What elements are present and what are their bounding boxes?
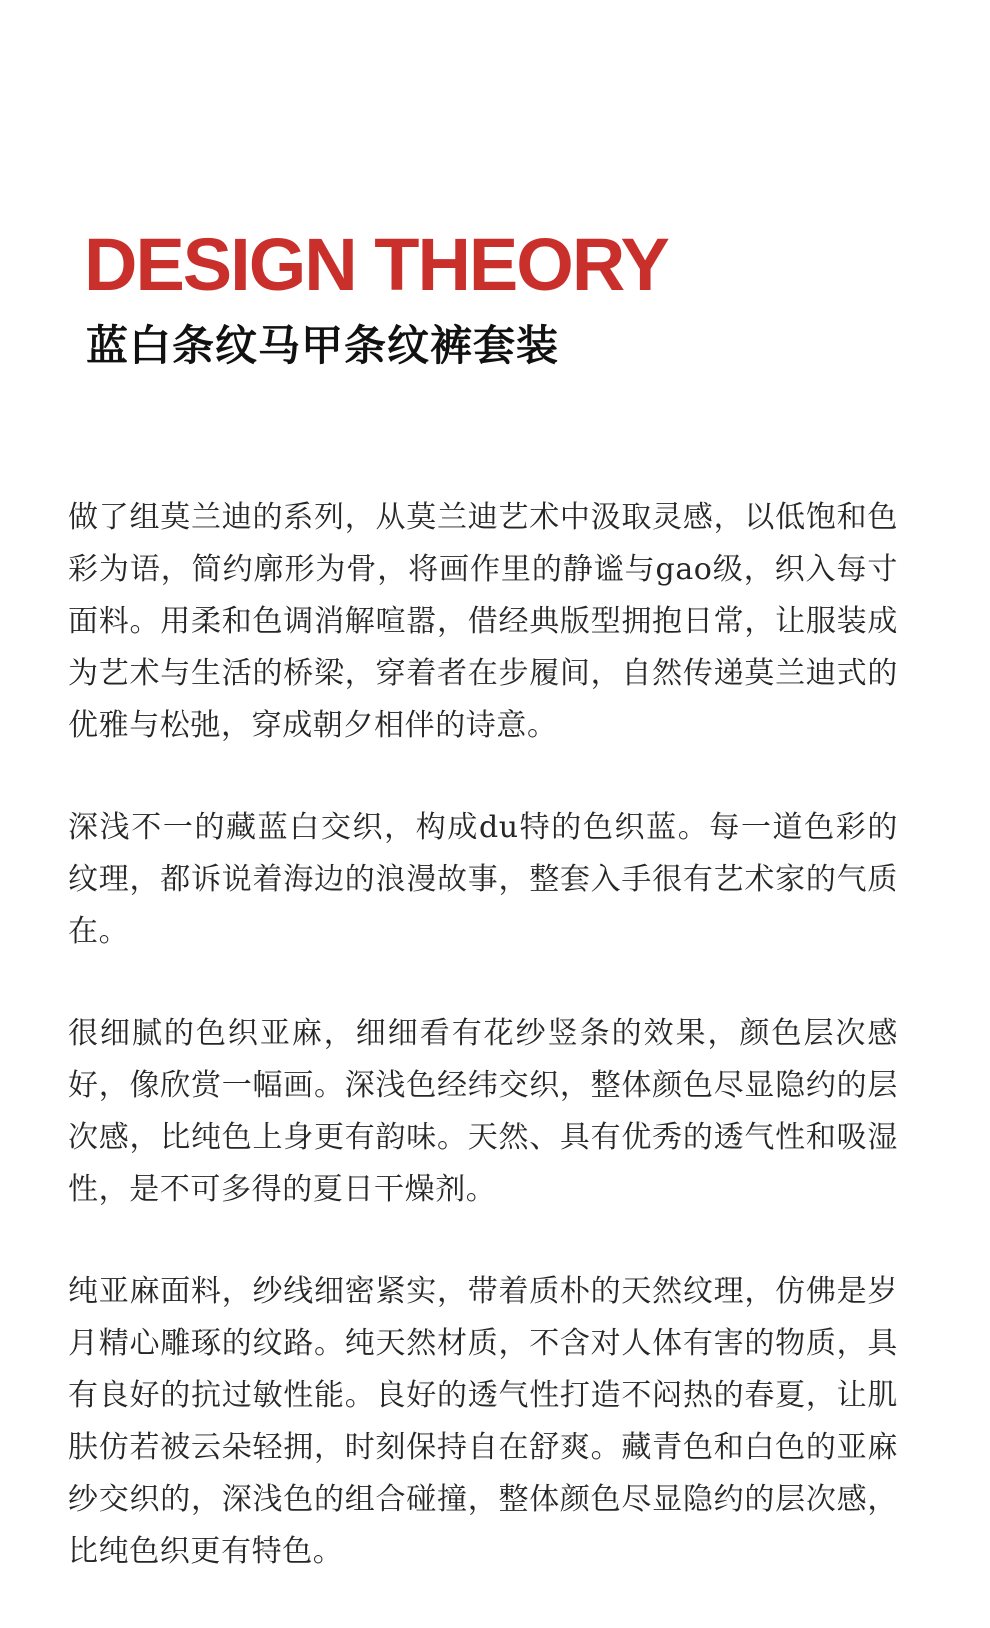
paragraph-color: 深浅不一的藏蓝白交织，构成du特的色织蓝。每一道色彩的纹理，都诉说着海边的浪漫故事，整套入手很有艺术家的气质在。 [68, 810, 898, 949]
page-title-chinese: 蓝白条纹马甲条纹裤套装 [86, 321, 560, 370]
paragraph-inspiration: 做了组莫兰迪的系列，从莫兰迪艺术中汲取灵感，以低饱和色彩为语，简约廓形为骨，将画作里的静谧与gao级，织入每寸面料。用柔和色调消解喧嚣，借经典版型拥抱日常，让服装成为艺术与生活的桥梁，穿着者在步履间，自然传递莫兰迪式的优雅与松弛，穿成朝夕相伴的诗意。 [68, 500, 898, 743]
page-title-english: DESIGN THEORY [84, 223, 668, 306]
paragraph-fabric: 纯亚麻面料，纱线细密紧实，带着质朴的天然纹理，仿佛是岁月精心雕琢的纹路。纯天然材质，不含对人体有害的物质，具有良好的抗过敏性能。良好的透气性打造不闷热的春夏，让肌肤仿若被云朵轻拥，时刻保持自在舒爽。藏青色和白色的亚麻纱交织的，深浅色的组合碰撞，整体颜色尽显隐约的层次感，比纯色织更有特色。 [68, 1274, 898, 1569]
paragraph-texture: 很细腻的色织亚麻，细细看有花纱竖条的效果，颜色层次感好，像欣赏一幅画。深浅色经纬交织，整体颜色尽显隐约的层次感，比纯色上身更有韵味。天然、具有优秀的透气性和吸湿性，是不可多得的夏日干燥剂。 [68, 1016, 898, 1207]
description-body [68, 492, 898, 1628]
